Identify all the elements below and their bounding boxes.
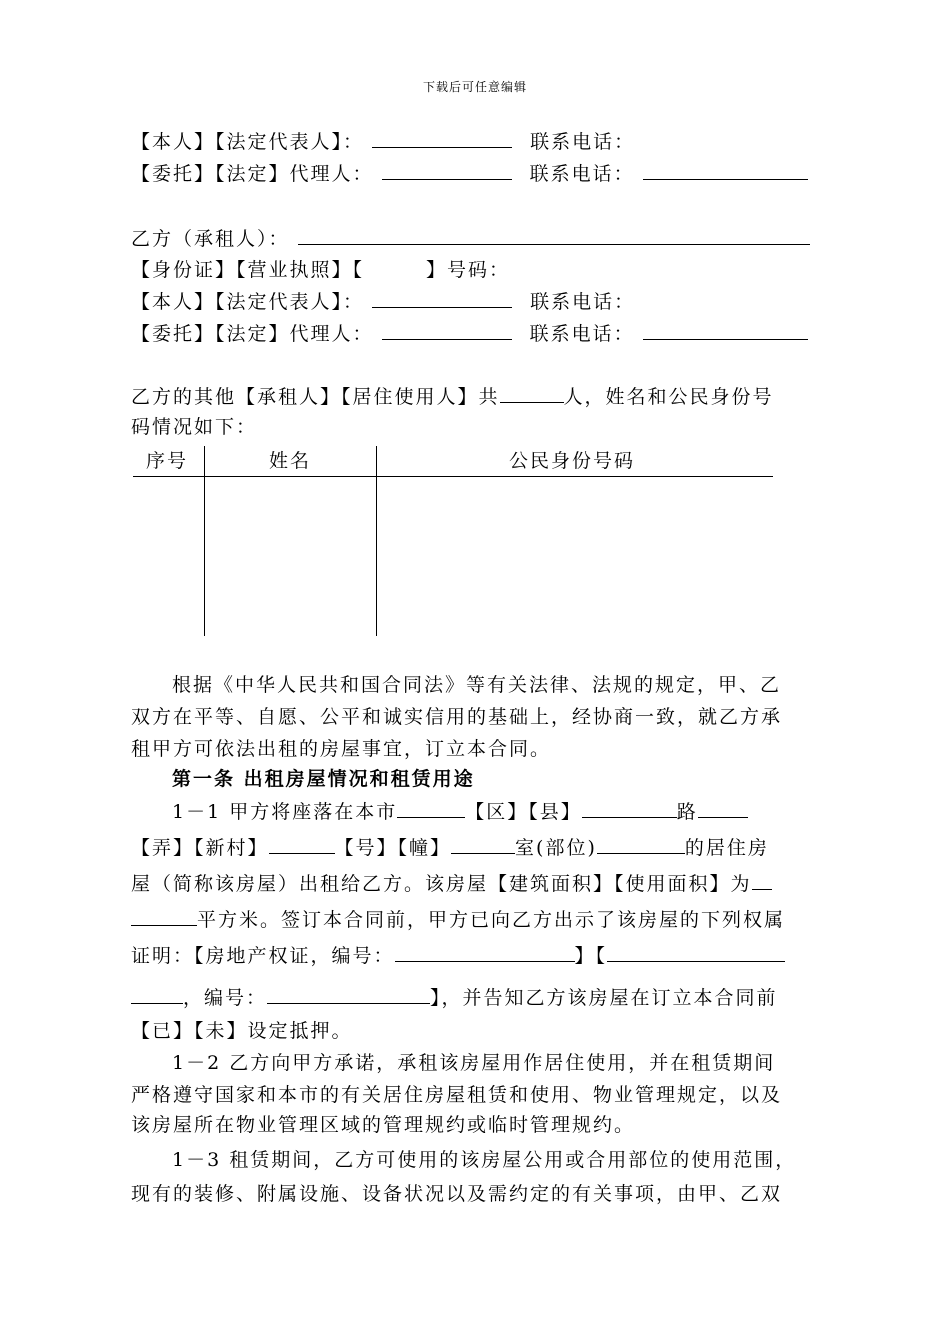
- clause-1-3-line-2: 现有的装修、附属设施、设备状况以及需约定的有关事项，由甲、乙双: [131, 1183, 783, 1205]
- party-a-agent-label: 【委托】【法定】代理人：: [131, 163, 374, 185]
- party-a-rep-phone-label: 联系电话：: [530, 131, 636, 153]
- area-blank[interactable]: [131, 906, 197, 926]
- clause-1-2-line-2: 严格遵守国家和本市的有关居住房屋租赁和使用、物业管理规定，以及: [131, 1084, 783, 1106]
- party-b-id-suffix: 】号码：: [426, 259, 511, 281]
- clause-1-1-line-6: [131, 984, 778, 1011]
- others-text-a: 乙方的其他【承租人】【居住使用人】共: [131, 386, 500, 408]
- room-blank[interactable]: [597, 834, 685, 854]
- party-b-title-line: [131, 225, 810, 252]
- clause-1-3-line-1: 1－3 租赁期间，乙方可使用的该房屋公用或合用部位的使用范围，: [172, 1149, 797, 1171]
- clause-1-1-text-j: 证明：【房地产权证，编号：: [131, 945, 395, 967]
- district-blank[interactable]: [582, 798, 677, 818]
- clause-1-1-line-2: [131, 834, 769, 861]
- party-a-agent-line: [131, 160, 808, 187]
- clause-1-1-text-e: 【号】【幢】: [334, 837, 452, 859]
- table-header-index: 序号: [146, 450, 189, 472]
- table-divider-1: [204, 446, 205, 636]
- clause-1-1-text-g: 的居住房: [684, 837, 769, 859]
- preamble-line-3: 租甲方可依法出租的房屋事宜，订立本合同。: [131, 738, 552, 760]
- others-text-b: 人，姓名和公民身份号: [563, 386, 774, 408]
- clause-1-2-line-1: 1－2 乙方向甲方承诺，承租该房屋用作居住使用，并在租赁期间: [172, 1052, 776, 1074]
- clause-1-1-line-4: [131, 906, 785, 933]
- building-blank[interactable]: [451, 834, 515, 854]
- others-line-2: 码情况如下：: [131, 416, 258, 438]
- party-b-agent-blank[interactable]: [382, 320, 512, 340]
- clause-1-1-text-a: 1－1 甲方将座落在本市: [172, 801, 398, 823]
- road-blank[interactable]: [698, 798, 748, 818]
- clause-1-1-text-h: 屋（简称该房屋）出租给乙方。该房屋【建筑面积】【使用面积】为: [131, 873, 752, 895]
- clause-1-1-text-b: 【区】【县】: [465, 801, 582, 823]
- certificate-no-blank[interactable]: [395, 942, 575, 962]
- other-cert-no-blank[interactable]: [267, 984, 430, 1004]
- party-b-rep-line: [131, 288, 635, 315]
- lane-blank[interactable]: [269, 834, 335, 854]
- others-count-blank[interactable]: [500, 383, 564, 403]
- city-blank[interactable]: [397, 798, 465, 818]
- others-line-1: [131, 383, 774, 410]
- party-b-id-label: 【身份证】【营业执照】【: [131, 259, 365, 281]
- clause-1-1-line-5: [131, 942, 785, 969]
- party-b-agent-label: 【委托】【法定】代理人：: [131, 323, 374, 345]
- clause-1-1-text-f: 室(部位): [515, 837, 597, 859]
- party-a-agent-phone-label: 联系电话：: [529, 163, 635, 185]
- clause-1-1-line-1: [172, 798, 748, 825]
- clause-1-1-line-3: [131, 870, 772, 897]
- clause-1-1-text-c: 路: [676, 801, 698, 823]
- clause-1-1-text-d: 【弄】【新村】: [131, 837, 269, 859]
- table-divider-2: [376, 446, 377, 636]
- table-header-id: 公民身份号码: [509, 450, 636, 472]
- party-a-rep-label: 【本人】【法定代表人】：: [131, 131, 365, 153]
- party-b-name-blank[interactable]: [298, 225, 810, 245]
- article-1-title: 第一条 出租房屋情况和租赁用途: [172, 768, 475, 790]
- party-b-title: 乙方（承租人）：: [131, 228, 290, 250]
- party-b-id-line: [131, 257, 510, 283]
- party-b-rep-label: 【本人】【法定代表人】：: [131, 291, 365, 313]
- clause-1-1-text-i: 平方米。签订本合同前，甲方已向乙方出示了该房屋的下列权属: [197, 909, 786, 931]
- other-cert-blank-cont[interactable]: [131, 984, 183, 1004]
- clause-1-1-line-7: 【已】【未】设定抵押。: [131, 1020, 353, 1042]
- clause-1-1-text-l: ，编号：: [183, 987, 268, 1009]
- party-b-agent-line: [131, 320, 808, 347]
- party-a-rep-blank[interactable]: [372, 128, 512, 148]
- party-b-rep-blank[interactable]: [372, 288, 512, 308]
- party-b-agent-phone-blank[interactable]: [643, 320, 808, 340]
- other-cert-blank[interactable]: [607, 942, 785, 962]
- party-a-agent-phone-blank[interactable]: [643, 160, 808, 180]
- party-a-agent-blank[interactable]: [382, 160, 512, 180]
- clause-1-1-text-m: 】，并告知乙方该房屋在订立本合同前: [430, 987, 778, 1009]
- table-header-rule: [133, 476, 773, 477]
- preamble-line-1: 根据《中华人民共和国合同法》等有关法律、法规的规定，甲、乙: [172, 674, 782, 696]
- clause-1-1-text-k: 】【: [574, 945, 608, 967]
- table-header-name: 姓名: [269, 450, 312, 472]
- page-header: 下载后可任意编辑: [422, 80, 527, 94]
- party-b-rep-phone-label: 联系电话：: [530, 291, 636, 313]
- clause-1-2-line-3: 该房屋所在物业管理区域的管理规约或临时管理规约。: [131, 1114, 636, 1136]
- party-a-rep-line: [131, 128, 635, 155]
- preamble-line-2: 双方在平等、自愿、公平和诚实信用的基础上，经协商一致，就乙方承: [131, 706, 783, 728]
- area-blank-start[interactable]: [752, 870, 772, 890]
- party-b-agent-phone-label: 联系电话：: [529, 323, 635, 345]
